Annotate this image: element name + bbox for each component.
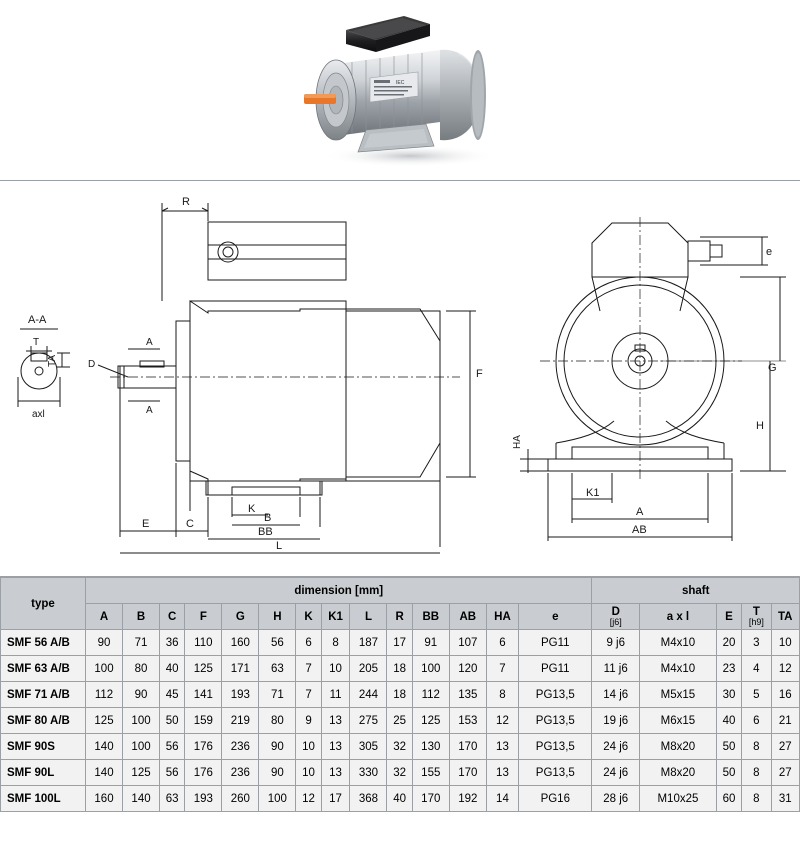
col-header-H: H bbox=[259, 604, 296, 630]
cell-shaft-4: 16 bbox=[771, 682, 799, 708]
cell-HA: 8 bbox=[486, 682, 518, 708]
cell-B: 125 bbox=[123, 760, 160, 786]
table-body bbox=[1, 630, 800, 812]
cell-BB: 125 bbox=[412, 708, 449, 734]
col-header-type: type bbox=[1, 578, 86, 630]
cell-H: 80 bbox=[259, 708, 296, 734]
cell-F: 141 bbox=[185, 682, 222, 708]
side-view bbox=[88, 196, 483, 553]
cell-BB: 130 bbox=[412, 734, 449, 760]
cell-C: 56 bbox=[160, 734, 185, 760]
cell-R: 18 bbox=[387, 656, 412, 682]
cell-A: 90 bbox=[86, 630, 123, 656]
cell-K1: 13 bbox=[321, 708, 350, 734]
cell-R: 32 bbox=[387, 760, 412, 786]
cell-shaft-4: 27 bbox=[771, 734, 799, 760]
svg-text:e: e bbox=[766, 246, 773, 258]
svg-text:E: E bbox=[142, 518, 150, 530]
svg-text:R: R bbox=[182, 196, 190, 208]
cell-type: SMF 90S bbox=[1, 734, 86, 760]
cell-e: PG16 bbox=[519, 786, 592, 812]
cell-G: 160 bbox=[222, 630, 259, 656]
cell-shaft-4: 31 bbox=[771, 786, 799, 812]
cell-L: 244 bbox=[350, 682, 387, 708]
svg-text:A: A bbox=[636, 506, 644, 518]
cell-shaft-2: 40 bbox=[716, 708, 741, 734]
col-header-shaft-T bbox=[742, 604, 771, 630]
cell-A: 112 bbox=[86, 682, 123, 708]
cell-shaft-1: M4x10 bbox=[640, 630, 717, 656]
cell-K1: 13 bbox=[321, 734, 350, 760]
cell-H: 71 bbox=[259, 682, 296, 708]
cell-C: 45 bbox=[160, 682, 185, 708]
cell-K: 10 bbox=[296, 760, 321, 786]
cell-shaft-3: 3 bbox=[742, 630, 771, 656]
table-row bbox=[1, 708, 800, 734]
product-photo-band bbox=[0, 0, 800, 181]
table-row bbox=[1, 656, 800, 682]
cell-shaft-0: 28 j6 bbox=[592, 786, 640, 812]
nameplate-text: IEC bbox=[396, 80, 405, 86]
cell-type: SMF 80 A/B bbox=[1, 708, 86, 734]
cell-e: PG11 bbox=[519, 656, 592, 682]
table-header-cols bbox=[1, 604, 800, 630]
cell-shaft-3: 4 bbox=[742, 656, 771, 682]
cell-shaft-2: 20 bbox=[716, 630, 741, 656]
cell-K: 9 bbox=[296, 708, 321, 734]
cell-L: 205 bbox=[350, 656, 387, 682]
svg-text:A: A bbox=[146, 337, 153, 348]
cell-K: 6 bbox=[296, 630, 321, 656]
col-header-C: C bbox=[160, 604, 185, 630]
svg-text:A-A: A-A bbox=[28, 314, 47, 326]
cell-shaft-2: 60 bbox=[716, 786, 741, 812]
cell-shaft-1: M6x15 bbox=[640, 708, 717, 734]
cell-B: 140 bbox=[123, 786, 160, 812]
cell-F: 176 bbox=[185, 760, 222, 786]
col-header-shaft-TA: TA bbox=[771, 604, 799, 630]
cell-HA: 12 bbox=[486, 708, 518, 734]
cell-F: 110 bbox=[185, 630, 222, 656]
cell-K: 7 bbox=[296, 682, 321, 708]
cell-K1: 8 bbox=[321, 630, 350, 656]
cell-G: 236 bbox=[222, 760, 259, 786]
cell-L: 275 bbox=[350, 708, 387, 734]
col-header-K1: K1 bbox=[321, 604, 350, 630]
svg-text:A: A bbox=[146, 405, 153, 416]
cell-G: 260 bbox=[222, 786, 259, 812]
table-row bbox=[1, 682, 800, 708]
cell-shaft-1: M10x25 bbox=[640, 786, 717, 812]
cell-G: 219 bbox=[222, 708, 259, 734]
svg-text:L: L bbox=[276, 540, 283, 552]
cell-shaft-3: 8 bbox=[742, 734, 771, 760]
cell-shaft-4: 27 bbox=[771, 760, 799, 786]
svg-text:K: K bbox=[248, 503, 256, 515]
cell-C: 63 bbox=[160, 786, 185, 812]
cell-BB: 100 bbox=[412, 656, 449, 682]
cell-C: 56 bbox=[160, 760, 185, 786]
cell-shaft-1: M5x15 bbox=[640, 682, 717, 708]
cell-AB: 120 bbox=[449, 656, 486, 682]
cell-e: PG13,5 bbox=[519, 760, 592, 786]
cell-shaft-3: 5 bbox=[742, 682, 771, 708]
col-header-G: G bbox=[222, 604, 259, 630]
cell-AB: 135 bbox=[449, 682, 486, 708]
cell-F: 193 bbox=[185, 786, 222, 812]
cell-H: 90 bbox=[259, 760, 296, 786]
cell-K: 12 bbox=[296, 786, 321, 812]
col-header-A: A bbox=[86, 604, 123, 630]
cell-shaft-1: M8x20 bbox=[640, 760, 717, 786]
cell-shaft-3: 6 bbox=[742, 708, 771, 734]
cell-type: SMF 71 A/B bbox=[1, 682, 86, 708]
cell-shaft-4: 12 bbox=[771, 656, 799, 682]
cell-K1: 17 bbox=[321, 786, 350, 812]
table-row bbox=[1, 760, 800, 786]
svg-text:K1: K1 bbox=[586, 487, 600, 499]
cell-L: 187 bbox=[350, 630, 387, 656]
cell-HA: 6 bbox=[486, 630, 518, 656]
svg-text:T: T bbox=[33, 337, 40, 348]
cell-A: 160 bbox=[86, 786, 123, 812]
cell-BB: 170 bbox=[412, 786, 449, 812]
cell-C: 36 bbox=[160, 630, 185, 656]
svg-text:G: G bbox=[768, 362, 777, 374]
dimension-table-wrap bbox=[0, 577, 800, 847]
col-group-shaft: shaft bbox=[592, 578, 800, 604]
cell-BB: 112 bbox=[412, 682, 449, 708]
cell-shaft-0: 24 j6 bbox=[592, 734, 640, 760]
col-header-L: L bbox=[350, 604, 387, 630]
cell-H: 90 bbox=[259, 734, 296, 760]
col-header-shaft-axl: a x l bbox=[640, 604, 717, 630]
cell-HA: 14 bbox=[486, 786, 518, 812]
col-header-K: K bbox=[296, 604, 321, 630]
cell-AB: 170 bbox=[449, 734, 486, 760]
cell-B: 80 bbox=[123, 656, 160, 682]
col-group-dimension: dimension [mm] bbox=[86, 578, 592, 604]
cell-shaft-2: 23 bbox=[716, 656, 741, 682]
cell-shaft-4: 10 bbox=[771, 630, 799, 656]
cell-shaft-1: M4x10 bbox=[640, 656, 717, 682]
cell-K1: 11 bbox=[321, 682, 350, 708]
svg-text:HA: HA bbox=[512, 435, 523, 449]
cell-BB: 155 bbox=[412, 760, 449, 786]
shaft-T-sub: [h9] bbox=[748, 617, 764, 627]
shaft-D-sub: [j6] bbox=[609, 617, 622, 627]
cell-AB: 170 bbox=[449, 760, 486, 786]
cell-C: 40 bbox=[160, 656, 185, 682]
cell-F: 159 bbox=[185, 708, 222, 734]
cell-AB: 192 bbox=[449, 786, 486, 812]
cell-HA: 13 bbox=[486, 734, 518, 760]
table-row bbox=[1, 734, 800, 760]
cell-shaft-2: 30 bbox=[716, 682, 741, 708]
cell-type: SMF 63 A/B bbox=[1, 656, 86, 682]
terminal-box bbox=[346, 16, 430, 52]
cell-type: SMF 56 A/B bbox=[1, 630, 86, 656]
cell-R: 25 bbox=[387, 708, 412, 734]
electric-motor-photo bbox=[300, 4, 520, 174]
cell-shaft-4: 21 bbox=[771, 708, 799, 734]
dimension-drawing bbox=[0, 181, 800, 575]
table-row bbox=[1, 786, 800, 812]
cell-e: PG13,5 bbox=[519, 708, 592, 734]
cell-shaft-0: 14 j6 bbox=[592, 682, 640, 708]
cell-K1: 13 bbox=[321, 760, 350, 786]
cell-G: 193 bbox=[222, 682, 259, 708]
col-header-shaft-D bbox=[592, 604, 640, 630]
section-aa bbox=[18, 314, 70, 420]
svg-text:H: H bbox=[756, 420, 764, 432]
col-header-R: R bbox=[387, 604, 412, 630]
dimension-table bbox=[0, 577, 800, 812]
cell-G: 236 bbox=[222, 734, 259, 760]
cell-F: 125 bbox=[185, 656, 222, 682]
cell-B: 71 bbox=[123, 630, 160, 656]
cell-R: 17 bbox=[387, 630, 412, 656]
cell-shaft-0: 19 j6 bbox=[592, 708, 640, 734]
svg-text:TA: TA bbox=[47, 354, 58, 367]
col-header-B: B bbox=[123, 604, 160, 630]
cell-H: 100 bbox=[259, 786, 296, 812]
cell-R: 32 bbox=[387, 734, 412, 760]
technical-drawing-band bbox=[0, 181, 800, 577]
end-view bbox=[512, 217, 786, 541]
table-row bbox=[1, 630, 800, 656]
col-header-e: e bbox=[519, 604, 592, 630]
cell-H: 63 bbox=[259, 656, 296, 682]
cell-shaft-0: 24 j6 bbox=[592, 760, 640, 786]
svg-text:axl: axl bbox=[32, 409, 45, 420]
col-header-BB: BB bbox=[412, 604, 449, 630]
cell-R: 40 bbox=[387, 786, 412, 812]
cell-AB: 153 bbox=[449, 708, 486, 734]
cell-shaft-1: M8x20 bbox=[640, 734, 717, 760]
cell-H: 56 bbox=[259, 630, 296, 656]
cell-A: 140 bbox=[86, 760, 123, 786]
col-header-shaft-E: E bbox=[716, 604, 741, 630]
cell-shaft-0: 11 j6 bbox=[592, 656, 640, 682]
svg-text:C: C bbox=[186, 518, 194, 530]
svg-text:D: D bbox=[88, 359, 96, 370]
shaft-T-main: T bbox=[752, 606, 760, 618]
cell-G: 171 bbox=[222, 656, 259, 682]
shaft-D-main: D bbox=[611, 606, 620, 618]
cell-type: SMF 90L bbox=[1, 760, 86, 786]
table-header-groups bbox=[1, 578, 800, 604]
svg-text:B: B bbox=[264, 512, 272, 524]
col-header-AB: AB bbox=[449, 604, 486, 630]
cell-R: 18 bbox=[387, 682, 412, 708]
cell-K: 10 bbox=[296, 734, 321, 760]
cell-B: 100 bbox=[123, 708, 160, 734]
cell-shaft-2: 50 bbox=[716, 760, 741, 786]
cell-HA: 13 bbox=[486, 760, 518, 786]
cell-shaft-0: 9 j6 bbox=[592, 630, 640, 656]
svg-text:F: F bbox=[476, 368, 483, 380]
cell-L: 330 bbox=[350, 760, 387, 786]
cell-AB: 107 bbox=[449, 630, 486, 656]
cell-F: 176 bbox=[185, 734, 222, 760]
cell-shaft-2: 50 bbox=[716, 734, 741, 760]
cell-shaft-3: 8 bbox=[742, 760, 771, 786]
cell-A: 140 bbox=[86, 734, 123, 760]
cell-BB: 91 bbox=[412, 630, 449, 656]
col-header-HA: HA bbox=[486, 604, 518, 630]
cell-C: 50 bbox=[160, 708, 185, 734]
cell-K1: 10 bbox=[321, 656, 350, 682]
cell-A: 100 bbox=[86, 656, 123, 682]
svg-text:BB: BB bbox=[258, 526, 273, 538]
svg-text:AB: AB bbox=[632, 524, 647, 536]
cell-e: PG13,5 bbox=[519, 682, 592, 708]
cell-e: PG11 bbox=[519, 630, 592, 656]
shaft bbox=[304, 94, 336, 104]
cell-HA: 7 bbox=[486, 656, 518, 682]
cell-shaft-3: 8 bbox=[742, 786, 771, 812]
col-header-F: F bbox=[185, 604, 222, 630]
cell-K: 7 bbox=[296, 656, 321, 682]
cell-B: 100 bbox=[123, 734, 160, 760]
cell-L: 368 bbox=[350, 786, 387, 812]
cell-A: 125 bbox=[86, 708, 123, 734]
cell-B: 90 bbox=[123, 682, 160, 708]
cell-type: SMF 100L bbox=[1, 786, 86, 812]
cell-e: PG13,5 bbox=[519, 734, 592, 760]
cell-L: 305 bbox=[350, 734, 387, 760]
